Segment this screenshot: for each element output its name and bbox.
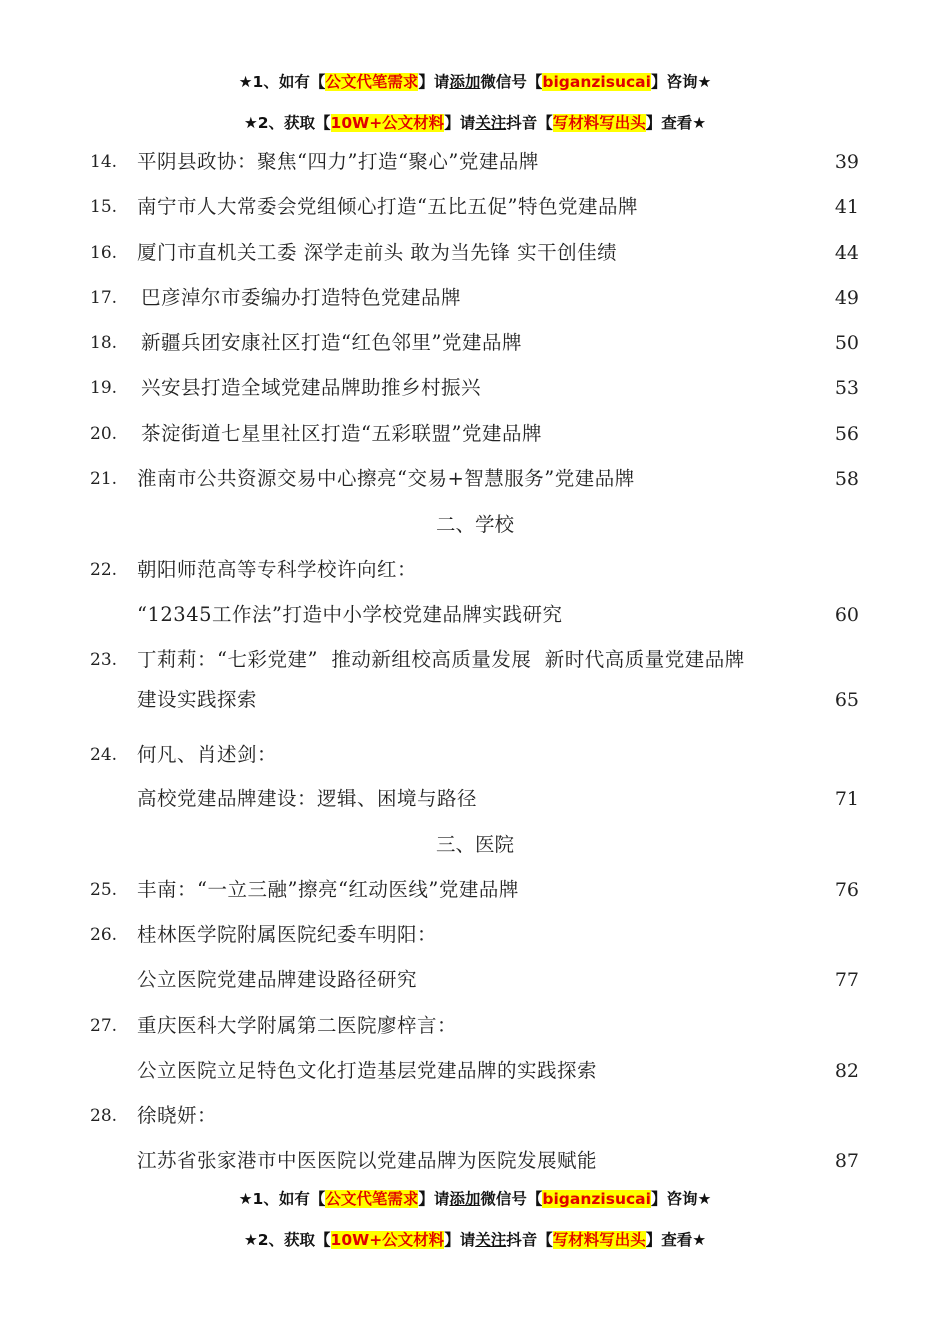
toc-entry-21: 21. 淮南市公共资源交易中心擦亮“交易+智慧服务”党建品牌 58	[90, 467, 859, 490]
highlight-douyin-id: 写材料写出头	[552, 114, 646, 132]
toc-entry-17: 17. 巴彦淖尔市委编办打造特色党建品牌 49	[90, 286, 859, 309]
toc-entry-28-subtitle: 江苏省张家港市中医医院以党建品牌为医院发展赋能 87	[137, 1149, 859, 1172]
toc-entry-15: 15. 南宁市人大常委会党组倾心打造“五比五促”特色党建品牌 41	[90, 195, 859, 218]
section-heading-school: 二、学校	[435, 513, 514, 536]
toc-entry-25: 25. 丰南：“一立三融”擦亮“红动医线”党建品牌 76	[90, 878, 859, 901]
highlight-service: 公文代笔需求	[325, 73, 419, 91]
bottom-banner-line-1: ★1、如有【公文代笔需求】请添加微信号【biganzisucai】咨询★	[238, 1190, 712, 1208]
toc-entry-18: 18. 新疆兵团安康社区打造“红色邻里”党建品牌 50	[90, 331, 859, 354]
section-heading-hospital: 三、医院	[435, 833, 514, 856]
top-banner-line-2: ★2、获取【10W+公文材料】请关注抖音【写材料写出头】查看★	[243, 114, 707, 132]
toc-entry-20: 20. 茶淀街道七星里社区打造“五彩联盟”党建品牌 56	[90, 422, 859, 445]
toc-entry-19: 19. 兴安县打造全域党建品牌助推乡村振兴 53	[90, 376, 859, 399]
toc-entry-23-continued: 建设实践探索 65	[137, 688, 859, 711]
toc-entry-22: 22. 朝阳师范高等专科学校许向红：	[90, 558, 418, 581]
toc-entry-28: 28. 徐晓妍：	[90, 1104, 218, 1127]
bottom-banner-line-2: ★2、获取【10W+公文材料】请关注抖音【写材料写出头】查看★	[243, 1231, 707, 1249]
toc-entry-27-subtitle: 公立医院立足特色文化打造基层党建品牌的实践探索 82	[137, 1059, 859, 1082]
highlight-materials: 10W+公文材料	[330, 1231, 445, 1249]
toc-entry-26: 26. 桂林医学院附属医院纪委车明阳：	[90, 923, 438, 946]
highlight-wechat-id: biganzisucai	[542, 1190, 651, 1208]
highlight-service: 公文代笔需求	[325, 1190, 419, 1208]
toc-entry-27: 27. 重庆医科大学附属第二医院廖梓言：	[90, 1014, 458, 1037]
top-banner-line-1: ★1、如有【公文代笔需求】请添加微信号【biganzisucai】咨询★	[238, 73, 712, 91]
toc-entry-24: 24. 何凡、肖述剑：	[90, 743, 278, 766]
toc-entry-26-subtitle: 公立医院党建品牌建设路径研究 77	[137, 968, 859, 991]
highlight-douyin-id: 写材料写出头	[552, 1231, 646, 1249]
highlight-materials: 10W+公文材料	[330, 114, 445, 132]
toc-entry-22-subtitle: “12345工作法”打造中小学校党建品牌实践研究 60	[137, 603, 859, 626]
toc-entry-24-subtitle: 高校党建品牌建设：逻辑、困境与路径 71	[137, 787, 859, 810]
toc-entry-16: 16. 厦门市直机关工委 深学走前头 敢为当先锋 实干创佳绩 44	[90, 241, 859, 264]
toc-entry-14: 14. 平阴县政协：聚焦“四力”打造“聚心”党建品牌 39	[90, 150, 859, 173]
highlight-wechat-id: biganzisucai	[542, 73, 651, 91]
toc-entry-23: 23. 丁莉莉：“七彩党建” 推动新组校高质量发展 新时代高质量党建品牌	[90, 648, 745, 671]
